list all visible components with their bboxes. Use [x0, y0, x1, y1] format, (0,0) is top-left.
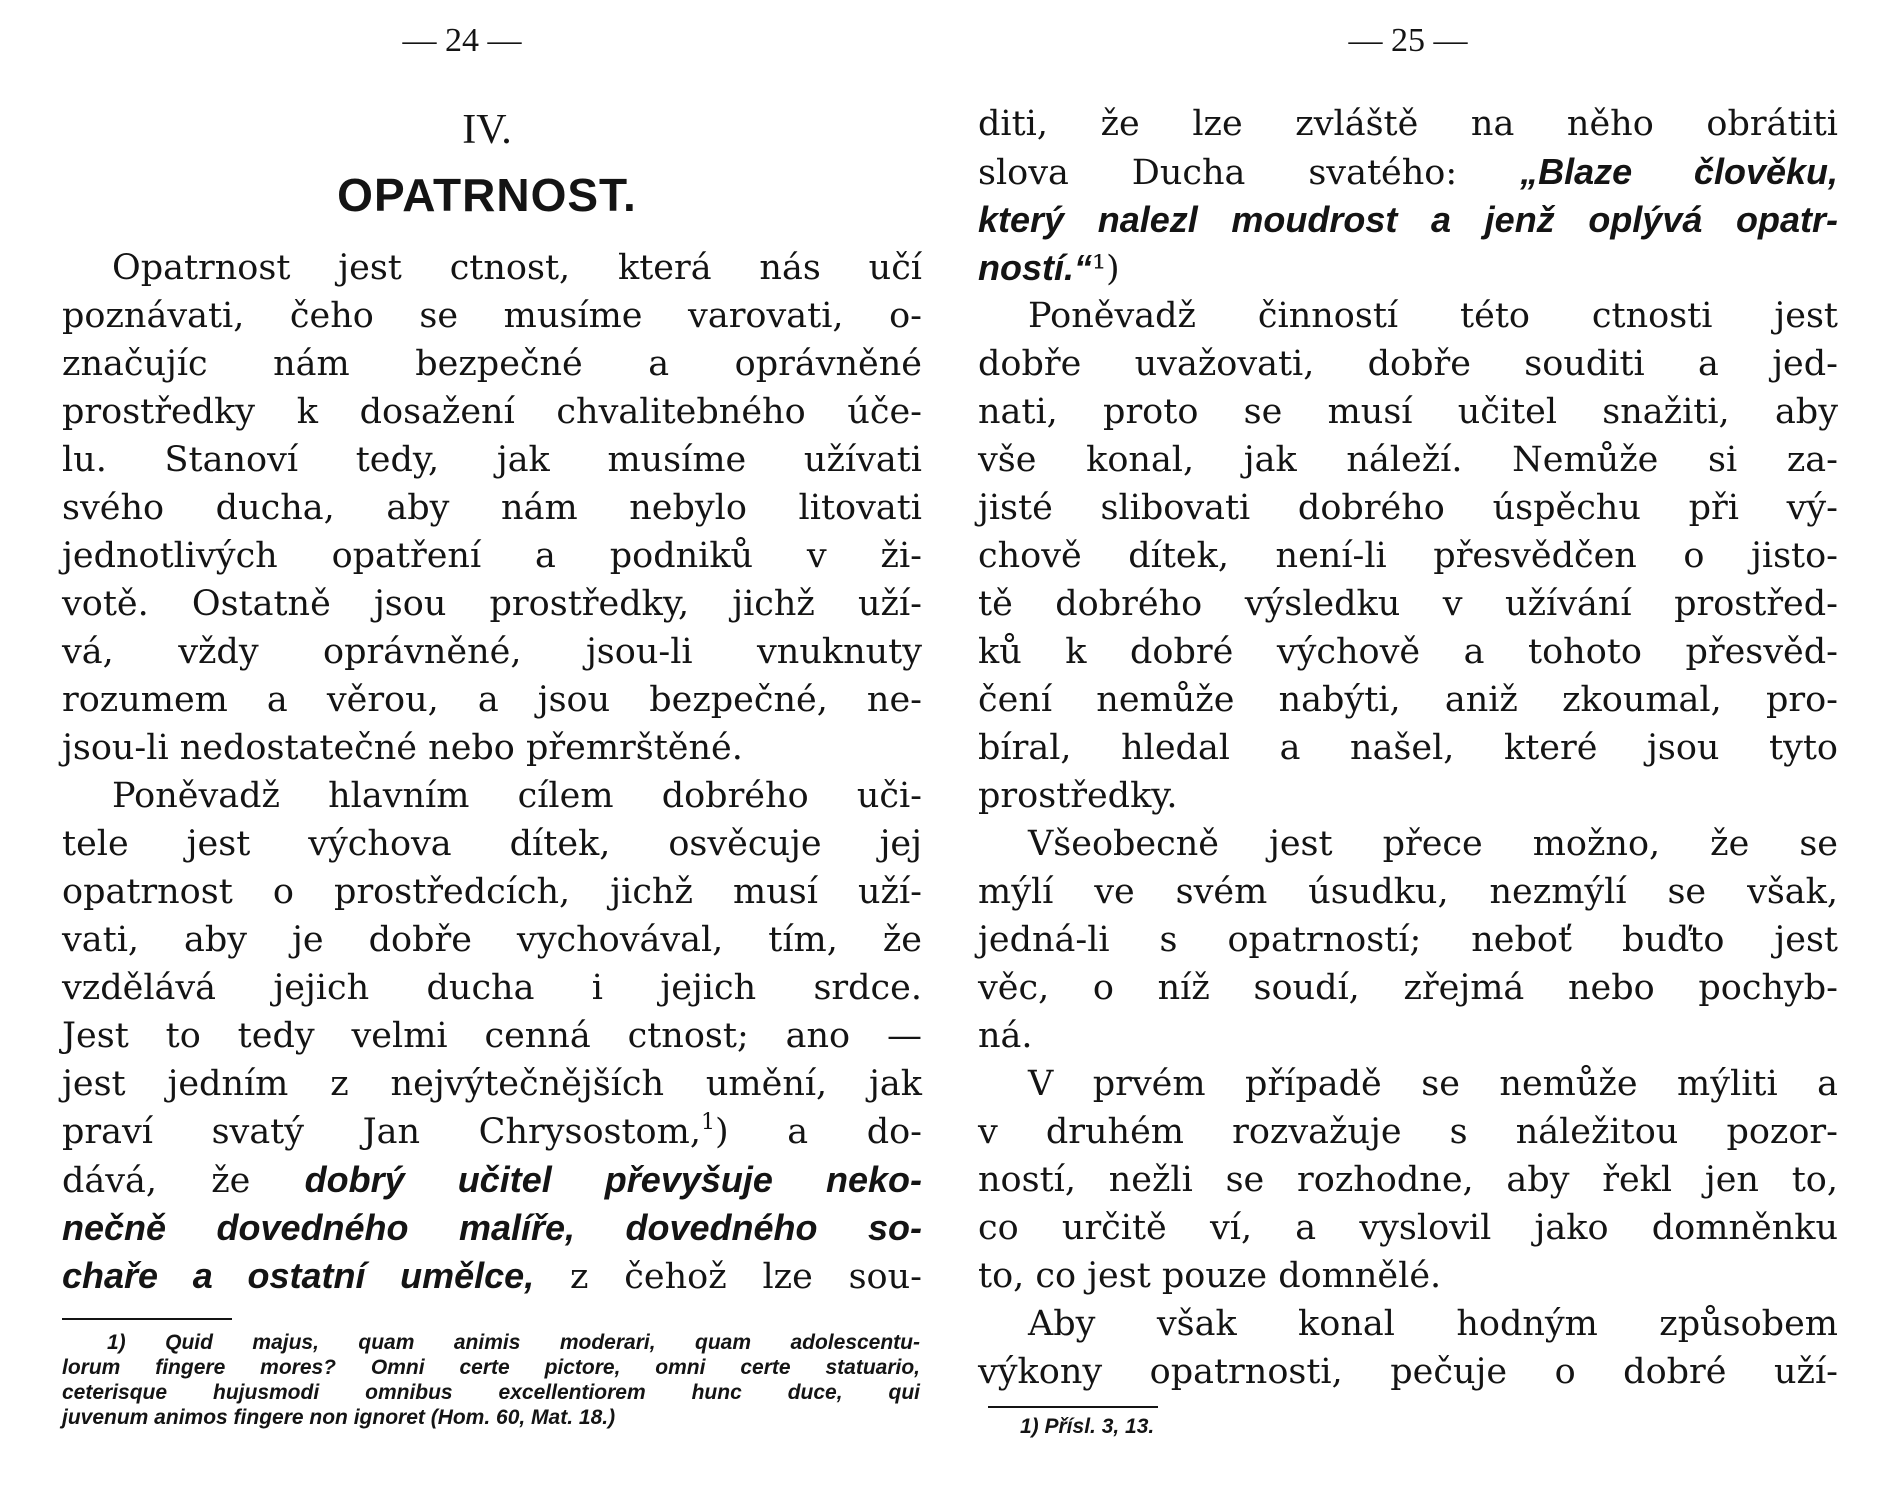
text-line: to, co jest pouze domnělé.: [978, 1256, 1442, 1296]
text-line: čení nemůže nabýti, aniž zkoumal, pro-: [978, 680, 1838, 720]
text-line: značujíc nám bezpečné a oprávněné: [62, 344, 922, 384]
text-line: poznávati, čeho se musíme varovati, o-: [62, 296, 922, 336]
text-line-with-footnote-ref: [62, 1108, 922, 1156]
text-line: vati, aby je dobře vychovával, tím, že: [62, 920, 922, 960]
text-line: bíral, hledal a našel, které jsou tyto: [978, 728, 1838, 768]
text-plain: dává, že: [62, 1161, 305, 1201]
footnote-left: [62, 1330, 920, 1430]
text-line: dobře uvažovati, dobře souditi a jed-: [978, 344, 1838, 384]
text-line: jsou-li nedostatečné nebo přemrštěné.: [62, 728, 743, 768]
text-line: ností, nežli se rozhodne, aby řekl jen to,: [978, 1160, 1838, 1200]
text-line: nati, proto se musí učitel snažiti, aby: [978, 392, 1838, 432]
text-line-emphasis: [978, 148, 1838, 196]
text-plain: z čehož lze sou-: [534, 1257, 922, 1297]
text-line: svého ducha, aby nám nebylo litovati: [62, 488, 922, 528]
text-line: jedná-li s opatrností; neboť buďto jest: [978, 920, 1838, 960]
page-number-left: — 24 —: [402, 22, 522, 59]
emphasis-quote: který nalezl moudrost a jenž oplývá opatr-: [978, 199, 1838, 240]
emphasis-quote: „Blaze člověku,: [1520, 151, 1839, 192]
text-line: mýlí ve svém úsudku, nezmýlí se však,: [978, 872, 1838, 912]
emphasis-quote: dobrý učitel převyšuje neko-: [304, 1159, 922, 1200]
footnote-line: juvenum animos fingere non ignoret (Hom. 60, Mat. 18.): [62, 1406, 616, 1429]
text-line: Poněvadž činností této ctnosti jest: [1028, 296, 1838, 336]
text-line: V prvém případě se nemůže mýliti a: [1028, 1064, 1838, 1104]
text-line: výkony opatrnosti, pečuje o dobré uží-: [978, 1352, 1838, 1392]
text-line: Aby však konal hodným způsobem: [1028, 1304, 1838, 1344]
text-line: jednotlivých opatření a podniků v ži-: [62, 536, 922, 576]
footnote-divider: [988, 1406, 1158, 1408]
text-line: Opatrnost jest ctnost, která nás učí: [112, 248, 922, 288]
text-line: diti, že lze zvláště na něho obrátiti: [978, 104, 1838, 144]
text-line: vzdělává jejich ducha i jejich srdce.: [62, 968, 922, 1008]
text-line: lu. Stanoví tedy, jak musíme užívati: [62, 440, 922, 480]
text-line: co určitě ví, a vyslovil jako domněnku: [978, 1208, 1838, 1248]
text-line-end: ) a do-: [714, 1112, 922, 1152]
text-line-emphasis: [978, 196, 1838, 244]
chapter-title: OPATRNOST.: [337, 169, 637, 221]
text-line-emphasis: [62, 1204, 922, 1252]
text-line: rozumem a věrou, a jsou bezpečné, ne-: [62, 680, 922, 720]
footnote-line: lorum fingere mores? Omni certe pictore, omni certe statuario,: [62, 1356, 920, 1379]
text-line: jest jedním z nejvýtečnějších umění, jak: [62, 1064, 922, 1104]
text-line: Všeobecně jest přece možno, že se: [1028, 824, 1838, 864]
text-line: tě dobrého výsledku v užívání prostřed-: [978, 584, 1838, 624]
text-line: ná.: [978, 1016, 1033, 1056]
text-line: ků k dobré výchově a tohoto přesvěd-: [978, 632, 1838, 672]
text-line-emphasis: [62, 1252, 922, 1300]
text-line: tele jest výchova dítek, osvěcuje jej: [62, 824, 922, 864]
right-page-body: [978, 100, 1838, 1396]
text-line: Poněvadž hlavním cílem dobrého uči-: [112, 776, 922, 816]
page-number-right: — 25 —: [1348, 22, 1468, 59]
footnote-right: 1) Přísl. 3, 13.: [1020, 1415, 1155, 1438]
text-line: prostředky k dosažení chvalitebného úče-: [62, 392, 922, 432]
footnote-reference: 1: [700, 1110, 715, 1135]
footnote-line: ceterisque hujusmodi omnibus excellentiorem hunc duce, qui: [62, 1381, 920, 1404]
text-line: votě. Ostatně jsou prostředky, jichž uží-: [62, 584, 922, 624]
emphasis-quote: nečně dovedného malíře, dovedného so-: [62, 1207, 922, 1248]
text-line-start: praví svatý Jan Chrysostom,: [62, 1112, 701, 1152]
text-line-emphasis: [978, 244, 1838, 292]
text-line-emphasis: [62, 1156, 922, 1204]
text-line: v druhém rozvažuje s náležitou pozor-: [978, 1112, 1838, 1152]
text-line: vše konal, jak náleží. Nemůže si za-: [978, 440, 1838, 480]
text-line: prostředky.: [978, 776, 1178, 816]
text-line: Jest to tedy velmi cenná ctnost; ano —: [62, 1016, 922, 1056]
text-line: opatrnost o prostředcích, jichž musí uží-: [62, 872, 922, 912]
text-plain: slova Ducha svatého:: [978, 153, 1521, 193]
text-line: jisté slibovati dobrého úspěchu při vý-: [978, 488, 1838, 528]
text-line: věc, o níž soudí, zřejmá nebo pochyb-: [978, 968, 1838, 1008]
text-line: vá, vždy oprávněné, jsou-li vnuknuty: [62, 632, 922, 672]
emphasis-quote: ností.“: [978, 247, 1092, 288]
footnote-divider: [62, 1318, 232, 1320]
emphasis-quote: chaře a ostatní umělce,: [62, 1255, 535, 1296]
left-page-body: [62, 100, 922, 1300]
footnote-line: 1) Quid majus, quam animis moderari, quam adolescentu-: [107, 1331, 920, 1354]
footnote-reference: ¹): [1092, 249, 1120, 289]
chapter-number: IV.: [462, 107, 512, 153]
text-line: chově dítek, není-li přesvědčen o jisto-: [978, 536, 1838, 576]
